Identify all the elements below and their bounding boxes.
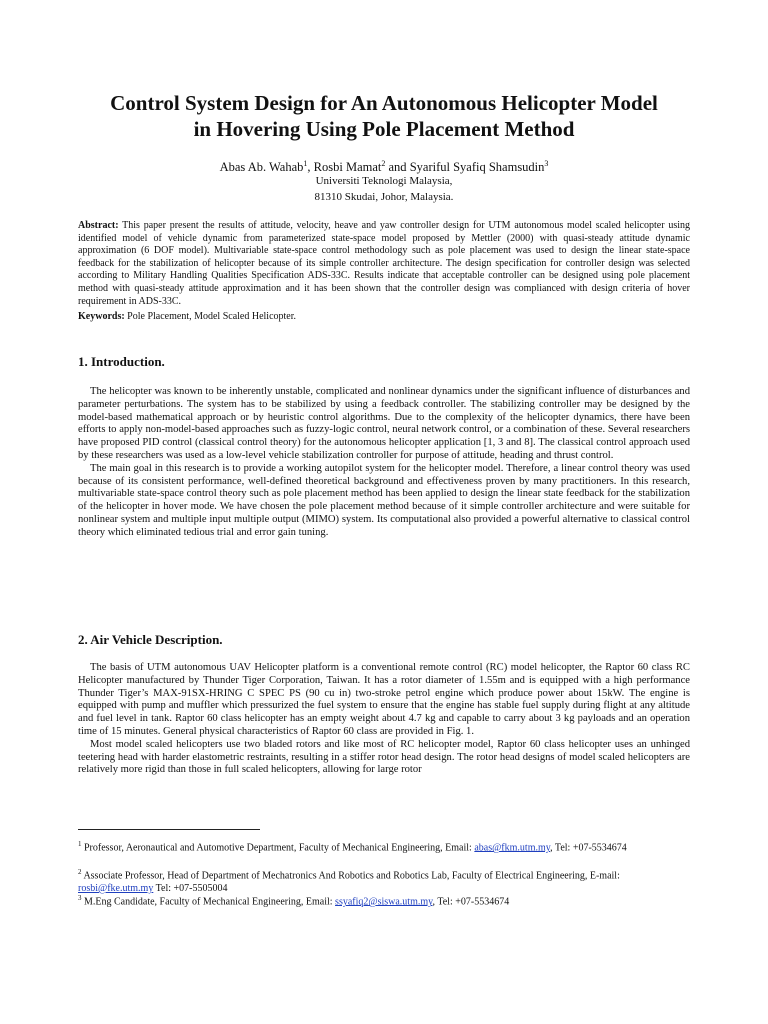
- section-1-paragraph-2: The main goal in this research is to provide a working autopilot system for the helicopter model. Therefore, a linear control theory was used because of its consistent performance, well-defined theoretical background and effectiveness proven by many practitioners. In this research, multivariable state-space control theory such as pole placement method has been applied to design the linear state feedback for the stabilization of the helicopter in hover mode. We have chosen the pole placement method because of it simple controller architecture and were suitable for nonlinear system and multiple input multiple output (MIMO) system. Its computational also provided a powerful alternative to classical control theory which eliminated tedious trial and error gain tuning.: [78, 462, 690, 538]
- footnote-1-email-link[interactable]: abas@fkm.utm.my: [474, 842, 551, 854]
- author-list: [60, 156, 708, 175]
- affiliation-line-2: 81310 Skudai, Johor, Malaysia.: [314, 191, 454, 203]
- footnote-1-marker: 1: [78, 840, 82, 848]
- footnote-2-marker: 2: [78, 868, 82, 876]
- footnote-1-tail: , Tel: +07-5534674: [550, 842, 627, 854]
- footnote-3-marker: 3: [78, 894, 82, 902]
- paper-title: [60, 90, 708, 142]
- author-1: Abas Ab. Wahab: [219, 160, 304, 175]
- footnote-3: [78, 892, 690, 909]
- author-2: Rosbi Mamat: [313, 160, 382, 175]
- footnote-1-text: Professor, Aeronautical and Automotive Department, Faculty of Mechanical Engineering, Email:: [81, 842, 475, 854]
- footnote-3-tail: , Tel: +07-5534674: [432, 896, 510, 908]
- footnote-2: [78, 866, 690, 895]
- abstract-text: This paper present the results of attitude, velocity, heave and yaw controller design for UTM autonomous model scaled helicopter using identified model of vehicle dynamic from parameterized state-space model proposed by Mettler (2000) with quasi-steady attitude dynamic approximation (6 DOF model). Multivariable state-space control methodology such as pole placement was used to design the linear state-space feedback for the stabilization of helicopter because of its simple controller architecture. The design specification for controller design was selected according to Military Handling Qualities Specification ADS-33C. Results indicate that acceptable controller can be designed using pole placement method with quasi-steady attitude approximation and it has been shown that the controller design was complianced with design criteria of hover requirement in ADS-33C.: [78, 220, 690, 307]
- keywords-label: Keywords:: [78, 311, 125, 322]
- footnote-2-text: Associate Professor, Head of Department of Mechatronics And Robotics and Robotics Lab, Faculty of Electrical Engineering, E-mail:: [81, 870, 620, 882]
- footnote-1: [78, 838, 690, 855]
- footnote-3-email-link[interactable]: ssyafiq2@siswa.utm.my: [335, 896, 433, 908]
- footnote-2-email-link[interactable]: rosbi@fke.utm.my: [78, 882, 154, 894]
- footnote-2-tail: Tel: +07-5505004: [153, 882, 228, 894]
- keywords-text: Pole Placement, Model Scaled Helicopter.: [124, 311, 297, 322]
- section-1-paragraph-1: The helicopter was known to be inherently unstable, complicated and nonlinear dynamics under the significant influence of disturbances and parameter perturbations. The system has to be stabilized by using a feedback controller. The stabilizing controller may be designed by the model-based mathematical approach or by heuristic control algorithms. Due to the complexity of the helicopter dynamics, there have been efforts to apply non-model-based approaches such as fuzzy-logic control, neural network control, or a combination of these. Several researchers have proposed PID control (classical control theory) for the autonomous helicopter application [1, 3 and 8]. The classical control approach used by these researchers was used as a low-level vehicle stabilization controller for purpose of attitude, heading and thrust control.: [78, 386, 690, 461]
- abstract: [78, 220, 690, 308]
- author-separator-2: and: [385, 160, 410, 175]
- author-3-marker: 3: [544, 159, 549, 168]
- title-line-2: in Hovering Using Pole Placement Method: [193, 117, 575, 141]
- keywords: [78, 310, 690, 323]
- footnote-divider: [78, 829, 260, 830]
- author-separator-1: ,: [307, 160, 314, 175]
- author-3: Syariful Syafiq Shamsudin: [409, 160, 545, 175]
- author-1-marker: 1: [303, 159, 308, 168]
- section-2-paragraph-1: The basis of UTM autonomous UAV Helicopter platform is a conventional remote control (RC) model helicopter, the Raptor 60 class RC Helicopter manufactured by Thunder Tiger Corporation, Taiwan. It has a rotor diameter of 1.55m and is equipped with a high performance Thunder Tiger’s MAX-91SX-HRING C SPEC PS (90 cu in) two-stroke petrol engine which produce power about 15kW. The engine is equipped with pump and muffler which pressurized the fuel system to ensure that the engine has stable fuel supply during flight at any altitude and fuel level in tank. Raptor 60 class helicopter has an empty weight about 4.7 kg and capable to carry about 3 kg payloads and an operation time of 15 minutes. General physical characteristics of Raptor 60 class are provided in Fig. 1.: [78, 662, 690, 737]
- footnote-3-text: M.Eng Candidate, Faculty of Mechanical Engineering, Email:: [81, 896, 336, 908]
- affiliation-line-1: Universiti Teknologi Malaysia,: [315, 175, 453, 187]
- abstract-label: Abstract:: [78, 220, 119, 231]
- section-1-body: [78, 386, 690, 540]
- title-line-1: Control System Design for An Autonomous Helicopter Model: [110, 91, 658, 115]
- section-2-heading: 2. Air Vehicle Description.: [78, 632, 223, 647]
- section-1-heading: 1. Introduction.: [78, 354, 165, 369]
- section-2-paragraph-2: Most model scaled helicopters use two bladed rotors and like most of RC helicopter model, Raptor 60 class helicopter uses an unhinged teetering head with harder elastometric restraints, resulting in a stiffer rotor head design. The rotor head designs of model scaled helicopters are relatively more rigid than those in full scaled helicopters, allowing for large rotor: [78, 738, 690, 776]
- author-2-marker: 2: [381, 159, 386, 168]
- section-2-body: [78, 662, 690, 777]
